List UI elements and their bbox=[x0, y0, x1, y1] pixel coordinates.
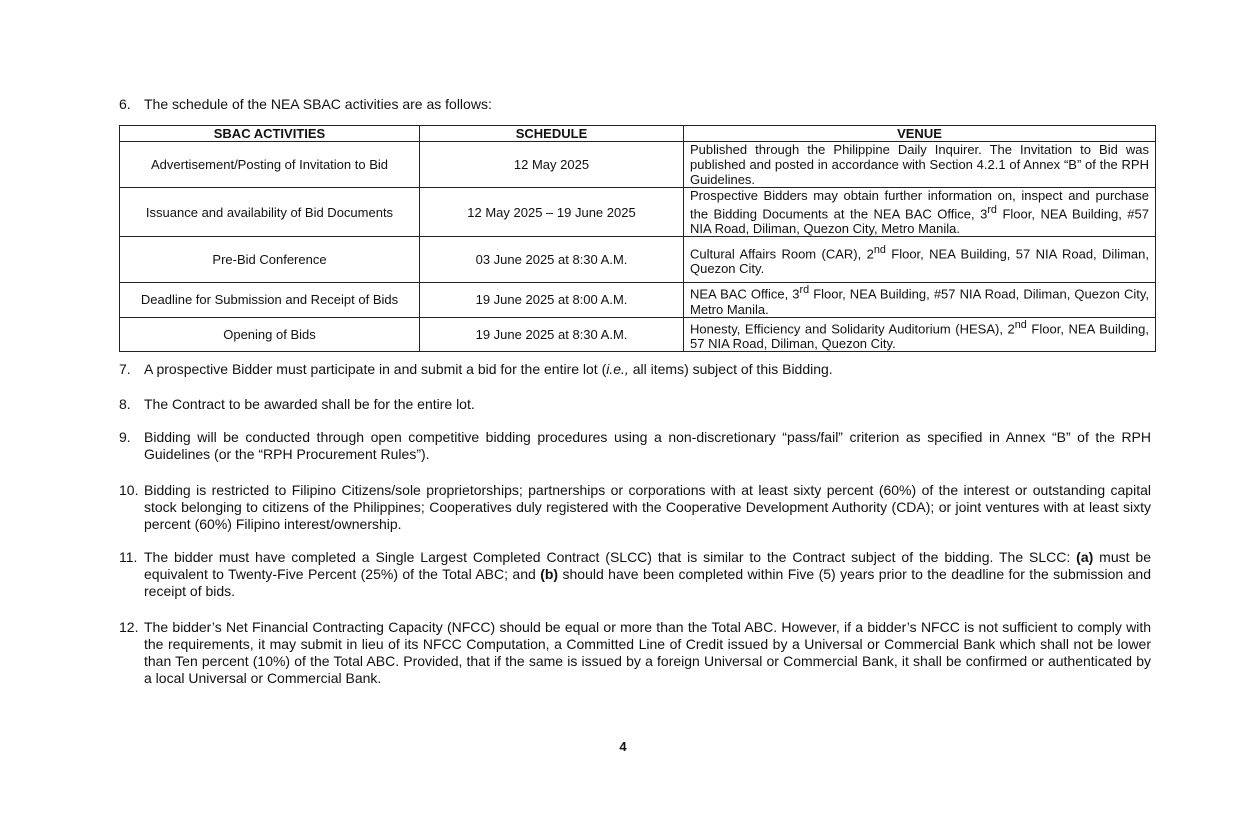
ordinal-suffix: nd bbox=[873, 244, 886, 257]
activity-cell: Deadline for Submission and Receipt of Bids bbox=[120, 283, 420, 317]
venue-text: Honesty, Efficiency and Solidarity Auditorium (HESA), 2 bbox=[690, 320, 1015, 336]
bold-segment: (b) bbox=[540, 566, 559, 582]
paragraph-number: 11. bbox=[119, 549, 138, 565]
paragraph-text: The Contract to be awarded shall be for the entire lot. bbox=[144, 396, 475, 412]
text-segment: The bidder must have completed a Single Largest Completed Contract (SLCC) that is similar to the Contract subject of the bidding. The SLCC: bbox=[144, 549, 1077, 565]
paragraph-text: Bidding will be conducted through open competitive bidding procedures using a non-discretionary “pass/fail” criterion as specified in Annex “B” of the RPH Guidelines (or the “RPH Procurement Rules”). bbox=[144, 429, 1151, 462]
activity-cell: Advertisement/Posting of Invitation to Bid bbox=[120, 142, 420, 188]
sbac-schedule-table bbox=[119, 125, 1156, 352]
paragraph-number: 6. bbox=[119, 96, 131, 112]
paragraph-10 bbox=[119, 482, 1151, 533]
venue-cell bbox=[684, 317, 1156, 351]
paragraph-12 bbox=[119, 619, 1151, 687]
schedule-cell: 19 June 2025 at 8:30 A.M. bbox=[420, 317, 684, 351]
table-row bbox=[120, 283, 1156, 317]
venue-text: Floor, NEA Building, #57 NIA Road, Diliman, Quezon City, Metro Manila. bbox=[690, 206, 1149, 237]
paragraph-number: 9. bbox=[119, 429, 131, 445]
table-header-row bbox=[120, 126, 1156, 142]
ordinal-suffix: nd bbox=[1014, 318, 1027, 331]
paragraph-number: 10. bbox=[119, 482, 139, 498]
ordinal-suffix: rd bbox=[799, 284, 810, 297]
venue-text: Floor, NEA Building, 57 NIA Road, Diliman, Quezon City. bbox=[690, 246, 1150, 277]
text-segment: A prospective Bidder must participate in and submit a bid for the entire lot ( bbox=[144, 361, 607, 377]
paragraph-number: 7. bbox=[119, 361, 131, 377]
table-row bbox=[120, 237, 1156, 283]
venue-text: Prospective Bidders may obtain further information on, inspect and purchase the Bidding Documents at the NEA BAC Office, 3 bbox=[690, 188, 1149, 222]
schedule-cell: 03 June 2025 at 8:30 A.M. bbox=[420, 237, 684, 283]
venue-cell: Published through the Philippine Daily Inquirer. The Invitation to Bid was published and posted in accordance with Section 4.2.1 of Annex “B” of the RPH Guidelines. bbox=[684, 142, 1156, 188]
venue-text: Cultural Affairs Room (CAR), 2 bbox=[690, 246, 874, 262]
schedule-cell: 19 June 2025 at 8:00 A.M. bbox=[420, 283, 684, 317]
venue-text: Floor, NEA Building, #57 NIA Road, Diliman, Quezon City, Metro Manila. bbox=[690, 286, 1149, 317]
table-row bbox=[120, 317, 1156, 351]
venue-cell bbox=[684, 237, 1156, 283]
paragraph-text: The bidder’s Net Financial Contracting Capacity (NFCC) should be equal or more than the Total ABC. However, if a bidder’s NFCC is not sufficient to comply with the requirements, it may submit in lieu of its NFCC Computation, a Committed Line of Credit issued by a Universal or Commercial Bank which shall not be lower than Ten percent (10%) of the Total ABC. Provided, that if the same is issued by a foreign Universal or Commercial Bank, it shall be confirmed or authenticated by a local Universal or Commercial Bank. bbox=[144, 619, 1151, 686]
paragraph-8 bbox=[119, 396, 1151, 413]
venue-cell bbox=[684, 188, 1156, 237]
activity-cell: Pre-Bid Conference bbox=[120, 237, 420, 283]
header-venue: VENUE bbox=[684, 126, 1156, 142]
page-number: 4 bbox=[619, 739, 627, 754]
header-activities: SBAC ACTIVITIES bbox=[120, 126, 420, 142]
table-row bbox=[120, 188, 1156, 237]
text-segment: all items) subject of this Bidding. bbox=[628, 361, 833, 377]
schedule-cell: 12 May 2025 bbox=[420, 142, 684, 188]
activity-cell: Opening of Bids bbox=[120, 317, 420, 351]
text-segment: must be equivalent to Twenty-Five Percent (25%) of the Total ABC; and bbox=[144, 549, 1151, 582]
text-segment: should have been completed within Five (5) years prior to the deadline for the submission and receipt of bids. bbox=[144, 566, 1151, 599]
bold-segment: (a) bbox=[1076, 549, 1094, 565]
venue-cell bbox=[684, 283, 1156, 317]
paragraph-text: Bidding is restricted to Filipino Citizens/sole proprietorships; partnerships or corporations with at least sixty percent (60%) of the interest or outstanding capital stock belonging to citizens of the Philippines; Cooperatives duly registered with the Cooperative Development Authority (CDA); or joint ventures with at least sixty percent (60%) Filipino interest/ownership. bbox=[144, 482, 1151, 532]
paragraph-text bbox=[144, 361, 1151, 378]
venue-text: Floor, NEA Building, 57 NIA Road, Diliman, Quezon City. bbox=[690, 320, 1149, 351]
paragraph-text bbox=[144, 549, 1151, 600]
paragraph-11 bbox=[119, 549, 1151, 600]
header-schedule: SCHEDULE bbox=[420, 126, 684, 142]
paragraph-number: 8. bbox=[119, 396, 131, 412]
italic-segment: i.e., bbox=[606, 361, 629, 377]
ordinal-suffix: rd bbox=[987, 204, 997, 216]
venue-text: NEA BAC Office, 3 bbox=[690, 286, 800, 302]
paragraph-text: The schedule of the NEA SBAC activities are as follows: bbox=[144, 96, 492, 112]
table-row bbox=[120, 142, 1156, 188]
paragraph-7 bbox=[119, 361, 1151, 378]
paragraph-6 bbox=[119, 96, 1151, 113]
activity-cell: Issuance and availability of Bid Documents bbox=[120, 188, 420, 237]
schedule-cell: 12 May 2025 – 19 June 2025 bbox=[420, 188, 684, 237]
paragraph-9 bbox=[119, 429, 1151, 463]
paragraph-number: 12. bbox=[119, 619, 139, 635]
